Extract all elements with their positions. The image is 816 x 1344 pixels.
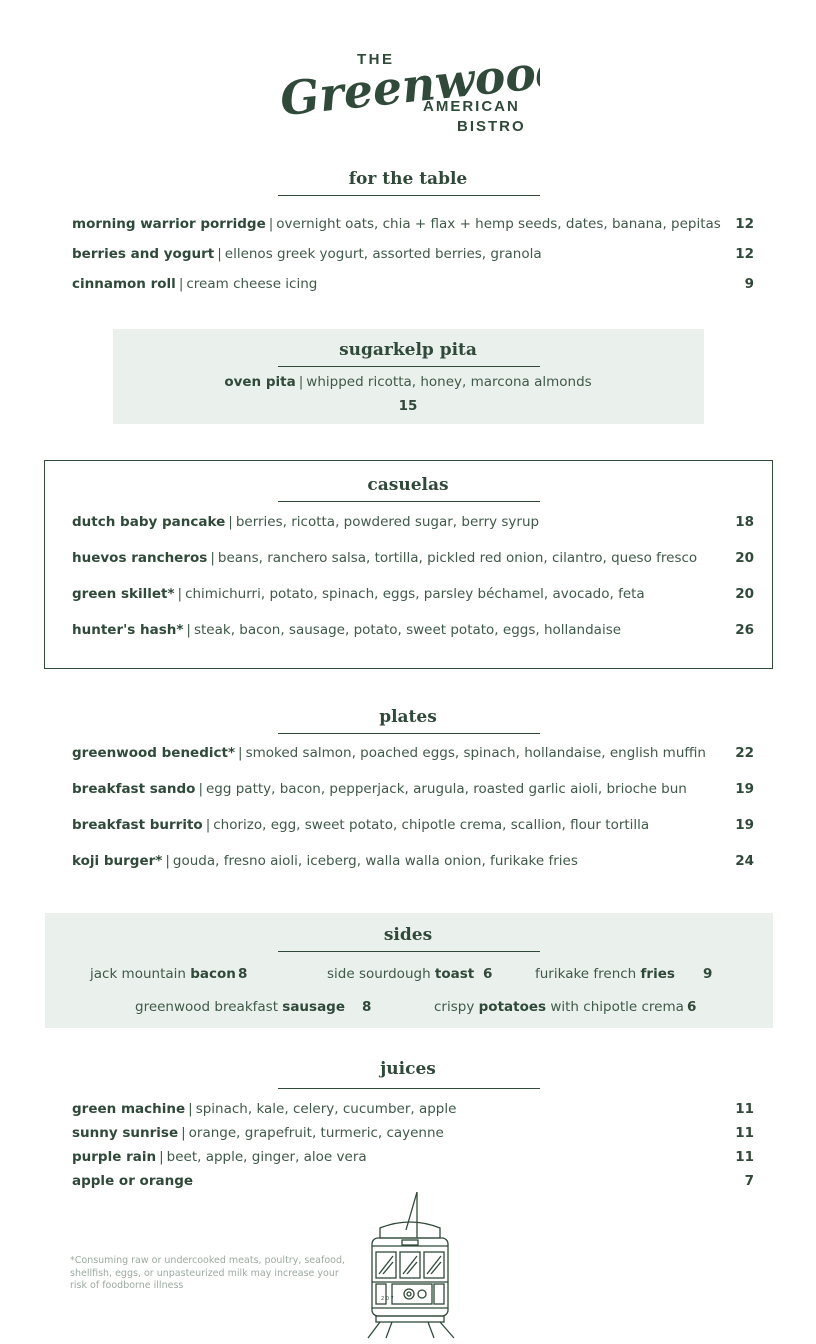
restaurant-logo (278, 44, 540, 138)
separator: | (165, 853, 170, 869)
separator: | (159, 1149, 164, 1165)
item-name: apple or orange (72, 1173, 194, 1189)
side-item (327, 966, 474, 982)
side-item-name: potatoes (478, 999, 547, 1015)
side-item (135, 999, 345, 1015)
side-price: 9 (703, 966, 713, 982)
menu-item-row (72, 275, 754, 293)
separator: | (238, 745, 243, 761)
item-name: huevos rancheros (72, 550, 208, 566)
separator: | (298, 374, 304, 390)
item-name: hunter's hash* (72, 622, 184, 638)
item-price: 19 (735, 781, 754, 797)
item-name: morning warrior porridge (72, 216, 266, 232)
side-item (90, 966, 236, 982)
item-name: green skillet* (72, 586, 175, 602)
side-price: 8 (238, 966, 248, 982)
item-description: chorizo, egg, sweet potato, chipotle crema, scallion, flour tortilla (213, 817, 650, 833)
side-price: 6 (483, 966, 493, 982)
item-description: overnight oats, chia + flax + hemp seeds, dates, banana, pepitas (276, 216, 721, 232)
section-title-sides: sides (383, 925, 433, 945)
separator: | (205, 817, 211, 833)
menu-item-row (72, 816, 754, 834)
pita-item (0, 374, 816, 390)
item-price: 11 (735, 1101, 754, 1117)
menu-item-row (72, 513, 754, 531)
section-title-casuelas: casuelas (367, 475, 449, 495)
side-item (535, 966, 675, 982)
item-price: 20 (735, 550, 754, 566)
tram-number: 2 0 7 (381, 1296, 394, 1302)
section-rule (278, 1088, 540, 1089)
item-description: gouda, fresno aioli, iceberg, walla walla onion, furikake fries (172, 853, 578, 869)
item-description: spinach, kale, celery, cucumber, apple (195, 1101, 457, 1117)
side-price: 8 (362, 999, 372, 1015)
juice-row (72, 1172, 754, 1190)
menu-item-row (72, 621, 754, 639)
logo-line1: AMERICAN (423, 98, 520, 115)
section-rule (278, 951, 540, 952)
section-title-juices: juices (380, 1059, 436, 1079)
separator: | (188, 1101, 193, 1117)
item-price: 9 (744, 276, 754, 292)
item-price: 20 (735, 586, 754, 602)
item-price: 11 (735, 1125, 754, 1141)
item-price: 24 (735, 853, 754, 869)
menu-item-row (72, 585, 754, 603)
menu-item-row (72, 780, 754, 798)
side-item-suffix: with chipotle crema (550, 999, 684, 1015)
item-price: 22 (735, 745, 754, 761)
logo-line2: BISTRO (457, 118, 526, 135)
item-name: breakfast sando (72, 781, 196, 797)
side-item-prefix: jack mountain (90, 966, 186, 982)
item-price: 12 (735, 246, 754, 262)
juice-row (72, 1100, 754, 1118)
separator: | (198, 781, 203, 797)
section-rule (278, 501, 540, 502)
menu-item-row (72, 549, 754, 567)
item-description: beet, apple, ginger, aloe vera (166, 1149, 367, 1165)
section-rule (278, 195, 540, 196)
separator: | (210, 550, 215, 566)
logo-the: THE (357, 51, 395, 68)
item-name: berries and yogurt (72, 246, 215, 262)
item-name: sunny sunrise (72, 1125, 179, 1141)
item-price: 19 (735, 817, 754, 833)
side-item-prefix: crispy (434, 999, 475, 1015)
juice-row (72, 1124, 754, 1142)
side-item-name: bacon (190, 966, 236, 982)
separator: | (268, 216, 274, 232)
item-description: steak, bacon, sausage, potato, sweet potato, eggs, hollandaise (193, 622, 622, 638)
section-rule (278, 366, 540, 367)
item-description: chimichurri, potato, spinach, eggs, parsley béchamel, avocado, feta (185, 586, 645, 602)
separator: | (177, 586, 183, 602)
item-price: 12 (735, 216, 754, 232)
item-price: 26 (735, 622, 754, 638)
item-name: dutch baby pancake (72, 514, 226, 530)
logo-graphic (278, 44, 540, 138)
side-item-name: sausage (282, 999, 346, 1015)
separator: | (217, 246, 222, 262)
item-description: berries, ricotta, powdered sugar, berry syrup (235, 514, 540, 530)
separator: | (186, 622, 191, 638)
section-rule (278, 733, 540, 734)
item-price: 18 (735, 514, 754, 530)
item-price: 15 (398, 398, 418, 414)
item-name: green machine (72, 1101, 186, 1117)
item-name: breakfast burrito (72, 817, 203, 833)
side-item-prefix: side sourdough (327, 966, 431, 982)
menu-item-row (72, 744, 754, 762)
section-title-sugarkelp: sugarkelp pita (339, 340, 477, 360)
item-description: beans, ranchero salsa, tortilla, pickled red onion, cilantro, queso fresco (217, 550, 698, 566)
logo-script: Greenwood (278, 44, 540, 127)
side-price: 6 (687, 999, 697, 1015)
side-item-name: fries (640, 966, 675, 982)
menu-item-row (72, 852, 754, 870)
item-price: 11 (735, 1149, 754, 1165)
side-item-prefix: furikake french (535, 966, 637, 982)
item-price: 7 (744, 1173, 754, 1189)
section-title-plates: plates (379, 707, 437, 727)
juice-row (72, 1148, 754, 1166)
item-description: cream cheese icing (186, 276, 318, 292)
side-item (434, 999, 684, 1015)
item-name: purple rain (72, 1149, 157, 1165)
item-description: whipped ricotta, honey, marcona almonds (306, 374, 592, 390)
food-safety-disclaimer: *Consuming raw or undercooked meats, poultry, seafood, shellfish, eggs, or unpasteurized milk may increase your risk of foodborne illness (70, 1255, 345, 1291)
item-name: oven pita (224, 374, 296, 390)
separator: | (228, 514, 233, 530)
section-title-for-the-table: for the table (348, 169, 468, 189)
item-description: egg patty, bacon, pepperjack, arugula, roasted garlic aioli, brioche bun (206, 781, 687, 797)
item-name: greenwood benedict* (72, 745, 236, 761)
menu-item-row (72, 245, 754, 263)
side-item-name: toast (434, 966, 475, 982)
side-item-prefix: greenwood breakfast (135, 999, 278, 1015)
item-description: orange, grapefruit, turmeric, cayenne (188, 1125, 444, 1141)
separator: | (178, 276, 184, 292)
menu-item-row (72, 215, 754, 233)
item-name: cinnamon roll (72, 276, 176, 292)
item-description: smoked salmon, poached eggs, spinach, hollandaise, english muffin (245, 745, 706, 761)
item-description: ellenos greek yogurt, assorted berries, granola (224, 246, 542, 262)
item-name: koji burger* (72, 853, 163, 869)
streetcar-icon (362, 1190, 458, 1340)
separator: | (181, 1125, 186, 1141)
